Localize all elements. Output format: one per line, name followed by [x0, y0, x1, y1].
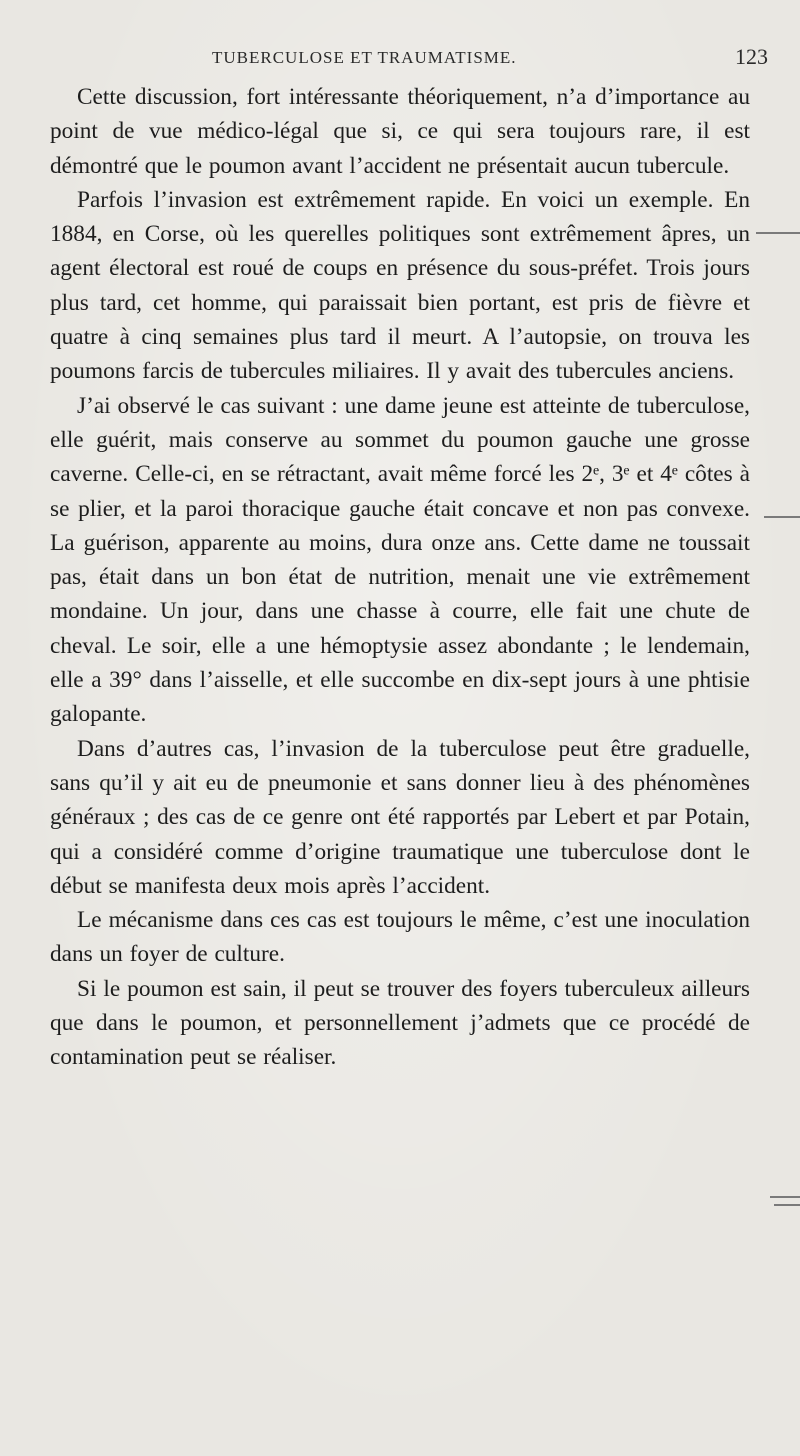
- paragraph-3: J’ai observé le cas suivant : une dame jeune est atteinte de tuberculose, elle guérit, mais conserve au sommet du poumon gauche une grosse caverne. Celle-ci, en se rétractant, avait même forcé les 2ᵉ, 3ᵉ et 4ᵉ côtes à se plier, et la paroi thoracique gauche était concave et non pas convexe. La guérison, apparente au moins, dura onze ans. Cette dame ne toussait pas, était dans un bon état de nutrition, menait une vie extrêmement mondaine. Un jour, dans une chasse à courre, elle fait une chute de cheval. Le soir, elle a une hémoptysie assez abondante ; le lendemain, elle a 39° dans l’aisselle, et elle succombe en dix-sept jours à une phtisie galopante.: [50, 392, 750, 728]
- paragraph-6: Si le poumon est sain, il peut se trouver des foyers tuberculeux ailleurs que dans le poumon, et personnellement j’admets que ce procédé de contamination peut se réaliser.: [50, 975, 750, 1071]
- running-title: TUBERCULOSE ET TRAUMATISME.: [212, 48, 517, 67]
- margin-dash: [764, 516, 800, 518]
- paragraph-2: Parfois l’invasion est extrêmement rapide. En voici un exemple. En 1884, en Corse, où les querelles politiques sont extrêmement âpres, un agent électoral est roué de coups en présence du sous-préfet. Trois jours plus tard, cet homme, qui paraissait bien portant, est pris de fièvre et quatre à cinq semaines plus tard il meurt. A l’autopsie, on trouva les poumons farcis de tubercules miliaires. Il y avait des tubercules anciens.: [50, 186, 750, 385]
- margin-dash: [774, 1204, 800, 1206]
- margin-dash: [770, 1196, 800, 1198]
- body-text: [50, 80, 750, 1075]
- page-header: [56, 44, 768, 74]
- page-number: 123: [735, 44, 768, 69]
- paragraph-4: Dans d’autres cas, l’invasion de la tuberculose peut être graduelle, sans qu’il y ait eu de pneumonie et sans donner lieu à des phénomènes généraux ; des cas de ce genre ont été rapportés par Lebert et par Potain, qui a considéré comme d’origine traumatique une tuberculose dont le début se manifesta deux mois après l’accident.: [50, 735, 750, 899]
- paragraph-1: Cette discussion, fort intéressante théoriquement, n’a d’importance au point de vue médico-légal que si, ce qui sera toujours rare, il est démontré que le poumon avant l’accident ne présentait aucun tubercule.: [50, 84, 750, 179]
- margin-dash: [756, 232, 800, 234]
- paragraph-5: Le mécanisme dans ces cas est toujours le même, c’est une inoculation dans un foyer de culture.: [50, 907, 750, 968]
